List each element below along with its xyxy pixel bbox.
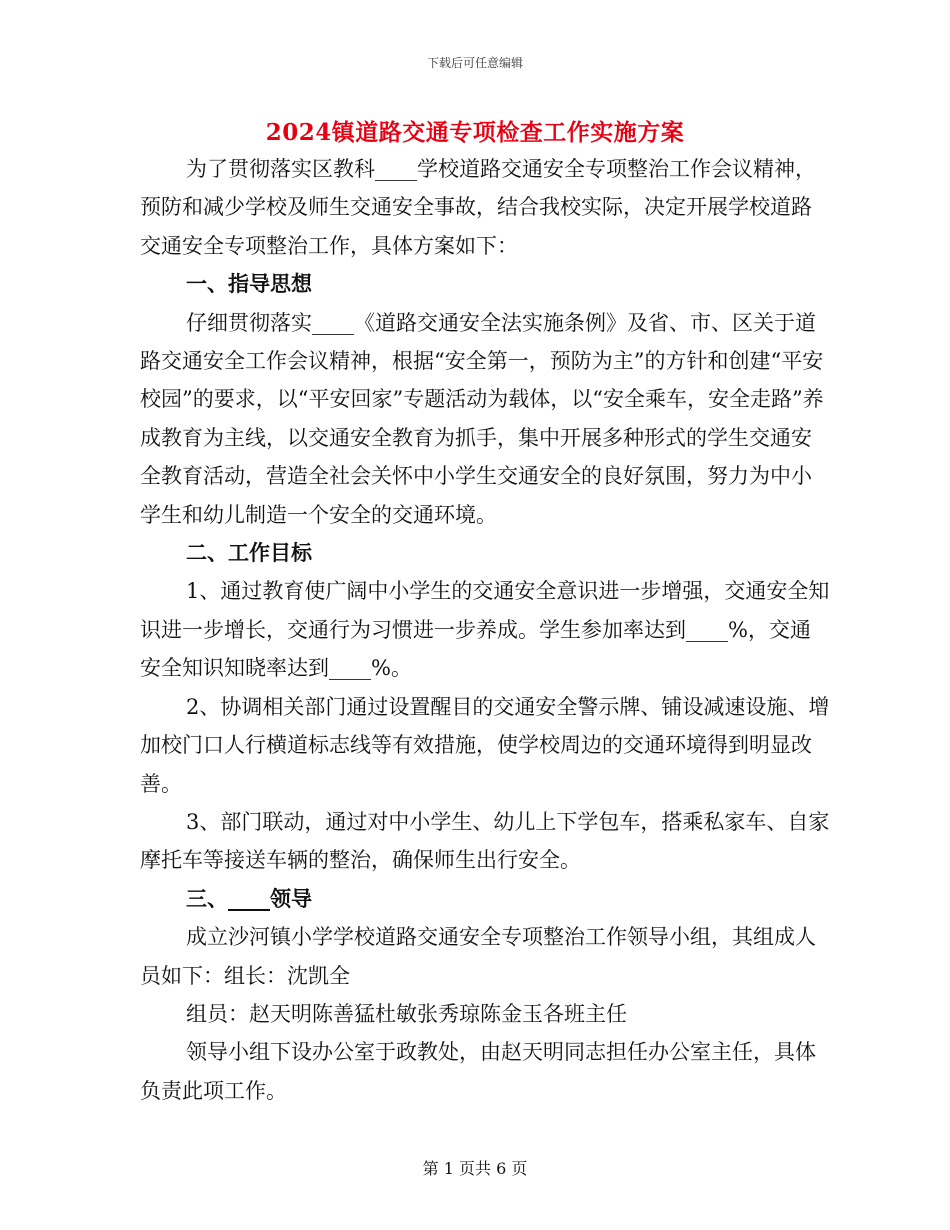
page-number: 第 1 页共 6 页 [422, 1159, 528, 1178]
leadership-paragraph: 成立沙河镇小学学校道路交通安全专项整治工作领导小组，其组成人员如下：组长：沈凯全 [140, 925, 816, 988]
work-goal-item: 2、协调相关部门通过设置醒目的交通安全警示牌、铺设减速设施、增加校门口人行横道标志线等有效措施，使学校周边的交通环境得到明显改善。 [140, 694, 830, 796]
section-heading-leadership: 三、____领导 [186, 885, 312, 911]
section-heading-work-goals: 二、工作目标 [186, 540, 312, 566]
page-header: 下载后可任意编辑 [426, 56, 523, 70]
leadership-office: 领导小组下设办公室于政教处，由赵天明同志担任办公室主任，具体负责此项工作。 [140, 1040, 816, 1103]
work-goal-item: 3、部门联动，通过对中小学生、幼儿上下学包车，搭乘私家车、自家摩托车等接送车辆的整治，确保师生出行安全。 [140, 809, 830, 873]
leadership-members: 组员：赵天明陈善猛杜敏张秀琼陈金玉各班主任 [186, 1001, 627, 1026]
document-title: 2024镇道路交通专项检查工作实施方案 [265, 119, 685, 146]
guiding-thought-paragraph: 仔细贯彻落实____《道路交通安全法实施条例》及省、市、区关于道路交通安全工作会议精神，根据“安全第一，预防为主”的方针和创建“平安校园”的要求，以“平安回家”专题活动为载体，以“安全乘车，安全走路”养成教育为主线，以交通安全教育为抓手，集中开展多种形式的学生交通安全教育活动，营造全社会关怀中小学生交通安全的良好氛围，努力为中小学生和幼儿制造一个安全的交通环境。 [140, 310, 824, 527]
section-heading-guiding-thought: 一、指导思想 [186, 271, 312, 297]
document-body [140, 150, 830, 1110]
intro-paragraph: 为了贯彻落实区教科____学校道路交通安全专项整治工作会议精神，预防和减少学校及师生交通安全事故，结合我校实际，决定开展学校道路交通安全专项整治工作，具体方案如下： [140, 157, 816, 258]
work-goal-item: 1、通过教育使广阔中小学生的交通安全意识进一步增强，交通安全知识进一步增长，交通行为习惯进一步养成。学生参加率达到____%，交通安全知识知晓率达到____%。 [140, 579, 830, 681]
